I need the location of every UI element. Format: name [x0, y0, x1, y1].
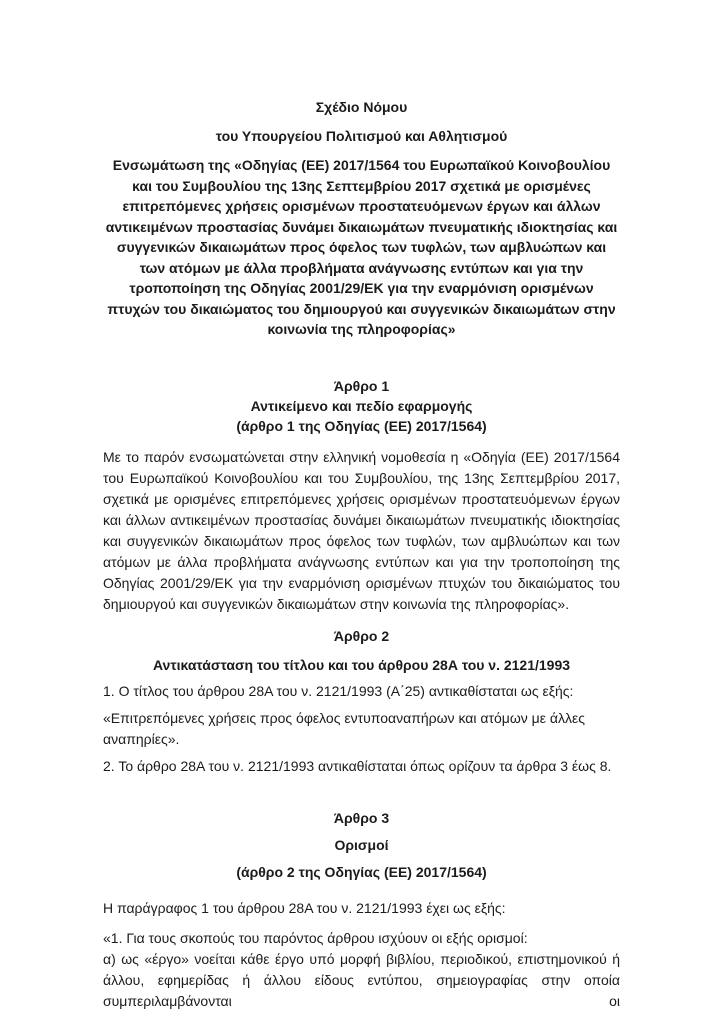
article-2-paragraph-3: 2. Το άρθρο 28Α του ν. 2121/1993 αντικαθίσταται όπως ορίζουν τα άρθρα 3 έως 8. [103, 757, 612, 774]
article-2-paragraph-2: «Επιτρεπόμενες χρήσεις προς όφελος εντυποαναπήρων και ατόμων με άλλες αναπηρίες». [103, 709, 585, 747]
article-3-paragraph-quote-open: «1. Για τους σκοπούς του παρόντος άρθρου ισχύουν οι εξής ορισμοί: [103, 929, 528, 946]
article-3 [103, 805, 620, 1012]
article-1-subheading: Αντικείμενο και πεδίο εφαρμογής [250, 397, 473, 414]
document-title: Σχέδιο Νόμου [315, 99, 408, 115]
article-3-paragraph-intro: Η παράγραφος 1 του άρθρου 28Α του ν. 2121/1993 έχει ως εξής: [103, 899, 506, 916]
document-ministry-subtitle: του Υπουργείου Πολιτισμού και Αθλητισμού [215, 128, 508, 144]
article-3-head [103, 805, 620, 886]
article-1-directive-reference: (άρθρο 1 της Οδηγίας (ΕΕ) 2017/1564) [236, 417, 487, 434]
article-3-directive-reference: (άρθρο 2 της Οδηγίας (ΕΕ) 2017/1564) [236, 863, 487, 880]
article-1-head [103, 376, 620, 436]
article-3-paragraph-definition-a: α) ως «έργο» νοείται κάθε έργο υπό μορφή βιβλίου, περιοδικού, επιστημονικού ή άλλου, εφημερίδας ή άλλου είδους εντύπου, σημειογραφίας στην οποία συμπεριλαμβάνονται οι [103, 950, 620, 1009]
law-long-title: Ενσωμάτωση της «Οδηγίας (ΕΕ) 2017/1564 του Ευρωπαϊκού Κοινοβουλίου και του Συμβουλίου της 13ης Σεπτεμβρίου 2017 σχετικά με ορισμένες επιτρεπόμενες χρήσεις ορισμένων προστατευόμενων έργων και άλλων αντικειμένων προστασίας δυνάμει δικαιωμάτων πνευματικής ιδιοκτησίας και συγγενικών δικαιωμάτων προς όφελος των τυφλών, των αμβλυώπων και των ατόμων με άλλα προβλήματα ανάγνωσης εντύπων και για την τροποποίηση της Οδηγίας 2001/29/ΕΚ για την εναρμόνιση ορισμένων πτυχών του δικαιώματος του δημιουργού και συγγενικών δικαιωμάτων στην κοινωνία της πληροφορίας» [105, 157, 618, 337]
article-3-subheading: Ορισμοί [334, 836, 389, 853]
article-1-heading: Άρθρο 1 [333, 377, 390, 394]
article-2-paragraph-1: 1. Ο τίτλος του άρθρου 28Α του ν. 2121/1993 (Α΄25) αντικαθίσταται ως εξής: [103, 682, 574, 699]
article-2-heading: Άρθρο 2 [333, 627, 390, 644]
article-3-heading: Άρθρο 3 [333, 809, 390, 826]
article-2-subheading: Αντικατάσταση του τίτλου και του άρθρου 28Α του ν. 2121/1993 [152, 656, 571, 673]
article-1 [103, 376, 620, 615]
article-2 [103, 626, 620, 777]
article-2-head [103, 626, 620, 675]
article-1-body-paragraph: Με το παρόν ενσωματώνεται στην ελληνική νομοθεσία η «Οδηγία (ΕΕ) 2017/1564 του Ευρωπαϊκού Κοινοβουλίου και του Συμβουλίου, της 13ης Σεπτεμβρίου 2017, σχετικά με ορισμένες επιτρεπόμενες χρήσεις ορισμένων προστατευόμενων έργων και άλλων αντικειμένων προστασίας δυνάμει δικαιωμάτων πνευματικής ιδιοκτησίας και συγγενικών δικαιωμάτων προς όφελος των τυφλών, των αμβλυώπων και των ατόμων με άλλα προβλήματα ανάγνωσης εντύπων και για την τροποποίηση της Οδηγίας 2001/29/ΕΚ για την εναρμόνιση ορισμένων πτυχών του δικαιώματος του δημιουργού και συγγενικών δικαιωμάτων στην κοινωνία της πληροφορίας». [103, 448, 620, 612]
